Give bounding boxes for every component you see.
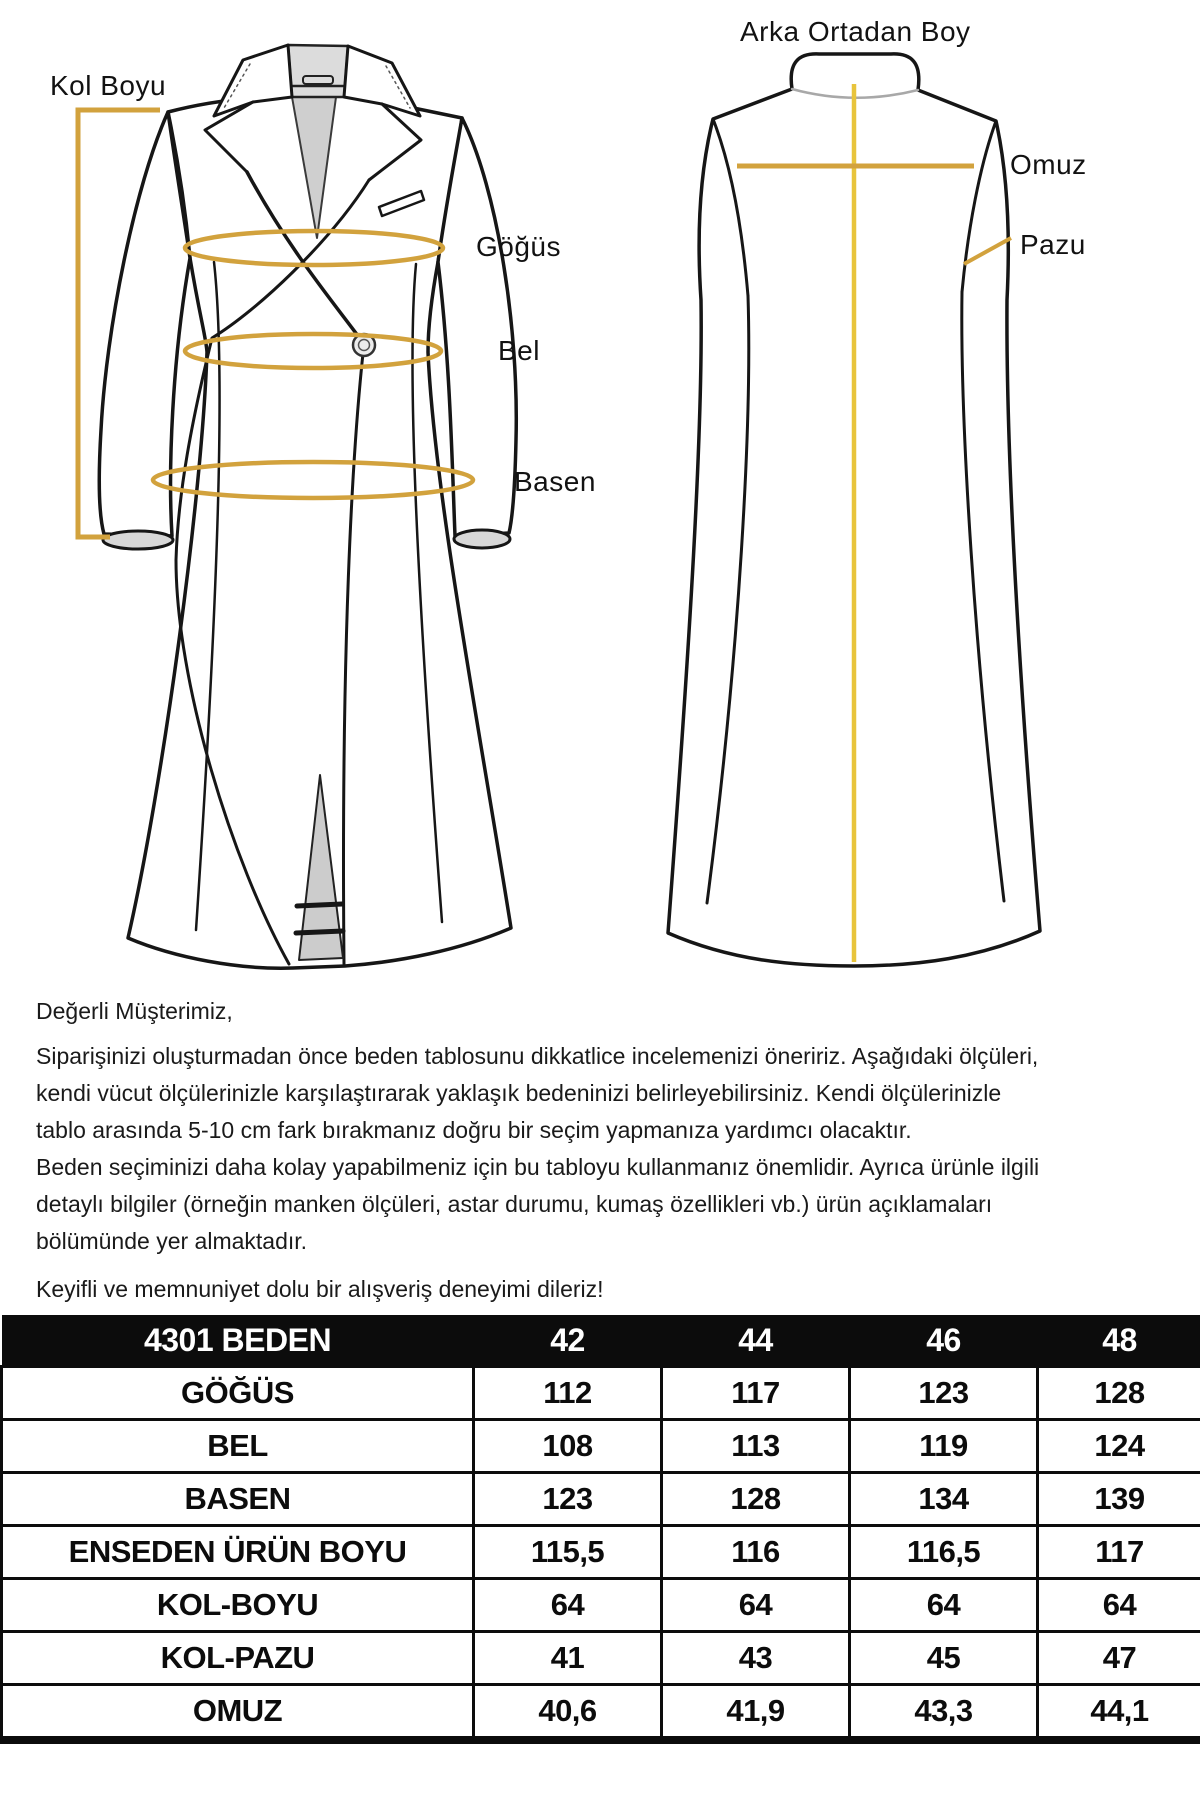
row-value: 128 — [1038, 1367, 1200, 1420]
table-row-hip — [2, 1473, 1200, 1526]
row-value: 139 — [1038, 1473, 1200, 1526]
hip-label: Basen — [514, 466, 596, 497]
row-value: 40,6 — [474, 1685, 662, 1741]
row-value: 117 — [662, 1367, 850, 1420]
closing-text: Keyifli ve memnuniyet dolu bir alışveriş deneyimi dileriz! — [36, 1276, 604, 1302]
row-label: BEL — [2, 1420, 474, 1473]
row-label: OMUZ — [2, 1685, 474, 1741]
row-value: 124 — [1038, 1420, 1200, 1473]
row-value: 116 — [662, 1526, 850, 1579]
row-value: 128 — [662, 1473, 850, 1526]
row-value: 41 — [474, 1632, 662, 1685]
sizing-info-paragraph-2: Beden seçiminizi daha kolay yapabilmeniz için bu tabloyu kullanmanız önemlidir. Ayrıca ürünle ilgili detaylı bilgiler (örneğin manken ölçüleri, astar durumu, kumaş özellikleri vb.) ürün açıklamaları bölümünde yer almaktadır. — [36, 1154, 1040, 1254]
table-row-length — [2, 1526, 1200, 1579]
sizing-info-section — [0, 997, 1096, 1304]
row-value: 45 — [850, 1632, 1038, 1685]
row-value: 116,5 — [850, 1526, 1038, 1579]
waist-label: Bel — [498, 335, 540, 366]
row-label: BASEN — [2, 1473, 474, 1526]
row-value: 119 — [850, 1420, 1038, 1473]
row-label: ENSEDEN ÜRÜN BOYU — [2, 1526, 474, 1579]
size-table — [0, 1315, 1200, 1744]
right-cuff — [454, 530, 510, 548]
bicep-label: Pazu — [1020, 229, 1086, 260]
row-value: 64 — [662, 1579, 850, 1632]
row-value: 108 — [474, 1420, 662, 1473]
row-value: 64 — [474, 1579, 662, 1632]
table-row-sleeve-length — [2, 1579, 1200, 1632]
row-value: 115,5 — [474, 1526, 662, 1579]
back-length-label: Arka Ortadan Boy — [740, 16, 971, 47]
row-value: 41,9 — [662, 1685, 850, 1741]
size-table-header-size-46: 46 — [850, 1315, 1038, 1367]
row-value: 123 — [850, 1367, 1038, 1420]
size-table-header-row — [2, 1315, 1200, 1367]
row-value: 64 — [1038, 1579, 1200, 1632]
size-table-header-size-48: 48 — [1038, 1315, 1200, 1367]
size-table-header-size-44: 44 — [662, 1315, 850, 1367]
shoulder-label: Omuz — [1010, 149, 1087, 180]
size-table-header-model: 4301 BEDEN — [2, 1315, 474, 1367]
left-cuff — [103, 531, 173, 549]
size-table-header-size-42: 42 — [474, 1315, 662, 1367]
table-row-bicep — [2, 1632, 1200, 1685]
row-value: 44,1 — [1038, 1685, 1200, 1741]
greeting-text: Değerli Müşterimiz, — [36, 998, 233, 1024]
table-row-chest — [2, 1367, 1200, 1420]
row-label: KOL-PAZU — [2, 1632, 474, 1685]
row-value: 47 — [1038, 1632, 1200, 1685]
row-label: GÖĞÜS — [2, 1367, 474, 1420]
row-value: 113 — [662, 1420, 850, 1473]
row-value: 134 — [850, 1473, 1038, 1526]
sizing-info-paragraph-1: Siparişinizi oluşturmadan önce beden tablosunu dikkatlice incelemenizi öneririz. Aşağıdaki ölçüleri, kendi vücut ölçülerinizle karşılaştırarak yaklaşık bedeninizi belirleyebilirsiniz. Kendi ölçülerinizle tablo arasında 5-10 cm fark bırakmanız doğru bir seçim yapmanıza yardımcı olacaktır. — [36, 1043, 1039, 1143]
table-row-waist — [2, 1420, 1200, 1473]
table-row-shoulder — [2, 1685, 1200, 1741]
row-value: 43,3 — [850, 1685, 1038, 1741]
row-label: KOL-BOYU — [2, 1579, 474, 1632]
sleeve-length-label: Kol Boyu — [50, 70, 167, 101]
row-value: 112 — [474, 1367, 662, 1420]
row-value: 117 — [1038, 1526, 1200, 1579]
row-value: 43 — [662, 1632, 850, 1685]
row-value: 123 — [474, 1473, 662, 1526]
front-coat-drawing — [99, 45, 516, 968]
row-value: 64 — [850, 1579, 1038, 1632]
chest-label: Göğüs — [476, 231, 561, 262]
